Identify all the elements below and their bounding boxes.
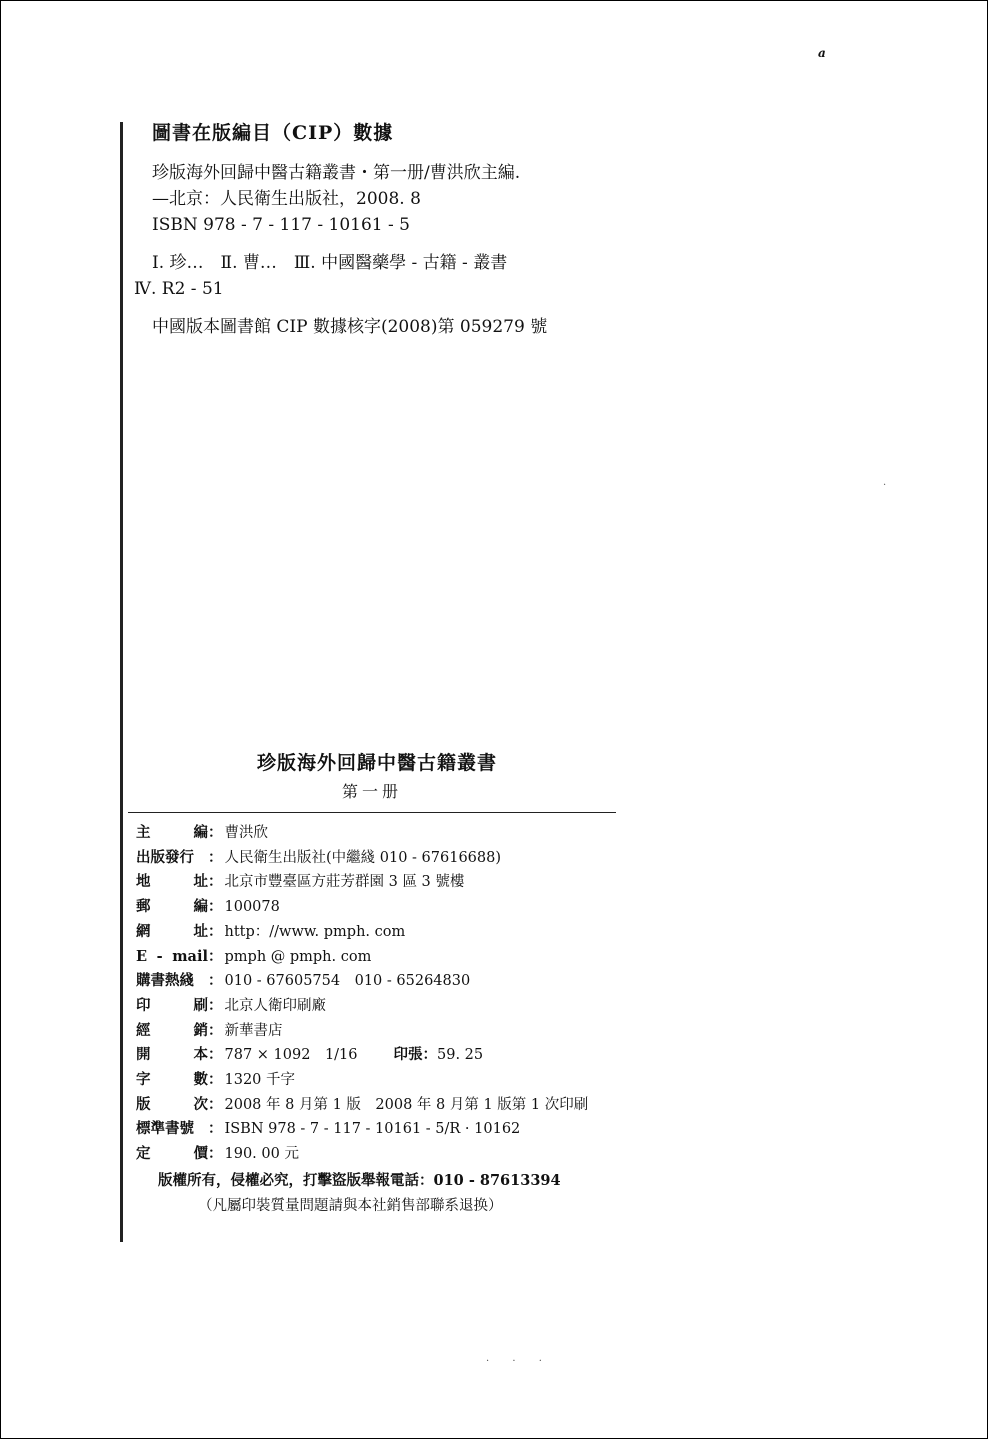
colophon-row: [136, 1117, 616, 1142]
copyright-line: 版權所有，侵權必究，打擊盜版舉報電話：010 - 87613394: [158, 1171, 561, 1189]
colophon-row-value-text: 北京市豐臺區方莊芳群園 3 區 3 號樓: [224, 874, 465, 891]
colophon-row-separator: ：: [208, 947, 223, 965]
colophon-row-label-part: 標準書號: [136, 1120, 194, 1138]
colophon-row-separator: ：: [208, 1021, 223, 1039]
colophon-row-label: [136, 994, 208, 1019]
colophon-row-separator: ：: [208, 1120, 223, 1138]
volume-label: 第一册: [341, 782, 402, 801]
series-title: 珍版海外回歸中醫古籍叢書: [256, 752, 497, 774]
cip-title-line: 珍版海外回歸中醫古籍叢書・第一册/曹洪欣主編.: [152, 163, 521, 183]
colophon-row-label-part: E: [136, 947, 148, 965]
colophon-row-separator: ：: [208, 922, 223, 940]
cip-block: [134, 118, 772, 340]
colophon-row-value-text: http：//www. pmph. com: [224, 923, 406, 940]
colophon-row-value: [225, 1019, 617, 1044]
colophon-row: [136, 1043, 616, 1068]
colophon-row: [136, 1068, 616, 1093]
colophon-row-label: [136, 1093, 208, 1118]
colophon-row-label: [136, 895, 208, 920]
colophon-row: [136, 969, 616, 994]
colophon-row-label-part: 主: [136, 824, 151, 841]
colophon-row-label-part: 字: [136, 1071, 151, 1089]
colophon-row-value-text: pmph @ pmph. com: [224, 948, 372, 965]
colophon-row: [136, 895, 616, 920]
colophon-row-separator: ：: [208, 1046, 223, 1064]
cip-isbn-line: ISBN 978 - 7 - 117 - 10161 - 5: [152, 215, 410, 235]
colophon-row-label: [136, 920, 208, 945]
colophon-block: [128, 748, 616, 1215]
colophon-row-label-part: 編: [193, 898, 208, 916]
colophon-row-label-part: 次: [193, 1095, 208, 1113]
colophon-row-value-text: 100078: [224, 899, 280, 916]
colophon-row-value-text: 787 × 1092 1/16: [224, 1047, 358, 1064]
colophon-row-label-part: 購書熱綫: [136, 972, 194, 990]
colophon-row-label-part: 價: [193, 1145, 208, 1163]
colophon-row-value: [225, 920, 617, 945]
colophon-row-value: [225, 1093, 617, 1118]
colophon-row-value: [225, 821, 617, 846]
colophon-row-label-part: 編: [193, 824, 208, 841]
colophon-row-value: [225, 1117, 617, 1142]
colophon-row-label-part: 經: [136, 1021, 151, 1039]
colophon-row-value-text: 新華書店: [224, 1022, 283, 1039]
colophon-row-label-part: 郵: [136, 898, 151, 916]
colophon-row-separator: ：: [208, 1145, 223, 1163]
colophon-row-label-part: mail: [172, 947, 208, 965]
colophon-row: [136, 821, 616, 846]
colophon-row-value: [225, 1142, 617, 1167]
colophon-row-label-part: 網: [136, 922, 151, 940]
colophon-row-label-part: 定: [136, 1145, 151, 1163]
colophon-row-label: [136, 945, 208, 970]
colophon-row-label: [136, 1043, 208, 1068]
colophon-row-value: [225, 895, 617, 920]
colophon-row-label-part: 刷: [193, 996, 208, 1014]
colophon-rows: [128, 821, 616, 1167]
colophon-row-label: [136, 1117, 208, 1142]
colophon-row-value-text: ISBN 978 - 7 - 117 - 10161 - 5/R · 10162: [224, 1121, 521, 1138]
stray-dot: ·: [883, 480, 887, 491]
colophon-row-value: [225, 994, 617, 1019]
returns-note: （凡屬印裝質量問題請與本社銷售部聯系退换）: [198, 1197, 503, 1214]
colophon-row-value: [225, 870, 617, 895]
corner-mark: a: [818, 46, 826, 60]
colophon-row-extra-label: 印張：: [393, 1046, 438, 1064]
colophon-row-label-part: 銷: [193, 1021, 208, 1039]
colophon-row-value: [225, 1043, 617, 1068]
colophon-row-separator: ：: [208, 873, 223, 891]
cip-publisher-line: —北京：人民衛生出版社，2008. 8: [152, 189, 421, 209]
cip-heading: 圖書在版編目（CIP）數據: [152, 122, 394, 144]
colophon-row-value-text: 2008 年 8 月第 1 版 2008 年 8 月第 1 版第 1 次印刷: [224, 1096, 589, 1113]
colophon-row: [136, 920, 616, 945]
colophon-row-label: [136, 821, 208, 846]
colophon-row-separator: ：: [208, 972, 223, 990]
colophon-row-label-part: 址: [193, 922, 208, 940]
colophon-row-label: [136, 1068, 208, 1093]
cip-record-line: 中國版本圖書館 CIP 數據核字(2008)第 059279 號: [152, 317, 548, 337]
colophon-row-label-part: 數: [193, 1071, 208, 1089]
colophon-row-label-part: 本: [193, 1046, 208, 1064]
colophon-rule: [128, 812, 616, 813]
colophon-row: [136, 1093, 616, 1118]
cip-class-line-1: Ⅰ. 珍… Ⅱ. 曹… Ⅲ. 中國醫藥學 - 古籍 - 叢書: [152, 253, 508, 273]
colophon-row-value: [225, 969, 617, 994]
colophon-row-separator: ：: [208, 996, 223, 1014]
cip-class-line-2: Ⅳ. R2 - 51: [134, 279, 224, 299]
colophon-row-label-part: 地: [136, 873, 151, 891]
colophon-row-separator: ：: [208, 1071, 223, 1089]
colophon-row-label-part: 印: [136, 996, 151, 1014]
colophon-row-value-text: 北京人衛印刷廠: [224, 997, 326, 1014]
colophon-row-value: [225, 846, 617, 871]
colophon-row-separator: ：: [208, 824, 223, 841]
colophon-row-label-part: 開: [136, 1046, 151, 1064]
colophon-row-label: [136, 846, 208, 871]
colophon-row-value-text: 010 - 67605754 010 - 65264830: [224, 973, 471, 990]
margin-line: [120, 122, 123, 1242]
colophon-row-label-part: 址: [193, 873, 208, 891]
colophon-row-extra-value: 59. 25: [437, 1047, 484, 1064]
colophon-row-value-text: 190. 00 元: [224, 1146, 299, 1163]
colophon-row-label: [136, 870, 208, 895]
colophon-row-value-text: 1320 千字: [224, 1072, 296, 1089]
colophon-row: [136, 870, 616, 895]
colophon-row-value-text: 人民衛生出版社(中繼綫 010 - 67616688): [224, 849, 502, 866]
colophon-row-label-part: 出版發行: [136, 848, 194, 866]
colophon-row-value: [225, 1068, 617, 1093]
colophon-row: [136, 945, 616, 970]
colophon-row-value: [225, 945, 617, 970]
colophon-row-value-text: 曹洪欣: [224, 825, 268, 841]
colophon-row-separator: ：: [208, 848, 223, 866]
colophon-row: [136, 994, 616, 1019]
colophon-row-label-part: 版: [136, 1095, 151, 1113]
colophon-row: [136, 1142, 616, 1167]
colophon-row-separator: ：: [208, 1095, 223, 1113]
bottom-marks: · · ·: [486, 1356, 552, 1367]
colophon-row: [136, 1019, 616, 1044]
colophon-row-label: [136, 969, 208, 994]
colophon-row-label: [136, 1019, 208, 1044]
colophon-row-separator: ：: [208, 898, 223, 916]
colophon-row-label-part: -: [156, 947, 163, 965]
colophon-row-label: [136, 1142, 208, 1167]
colophon-row: [136, 846, 616, 871]
